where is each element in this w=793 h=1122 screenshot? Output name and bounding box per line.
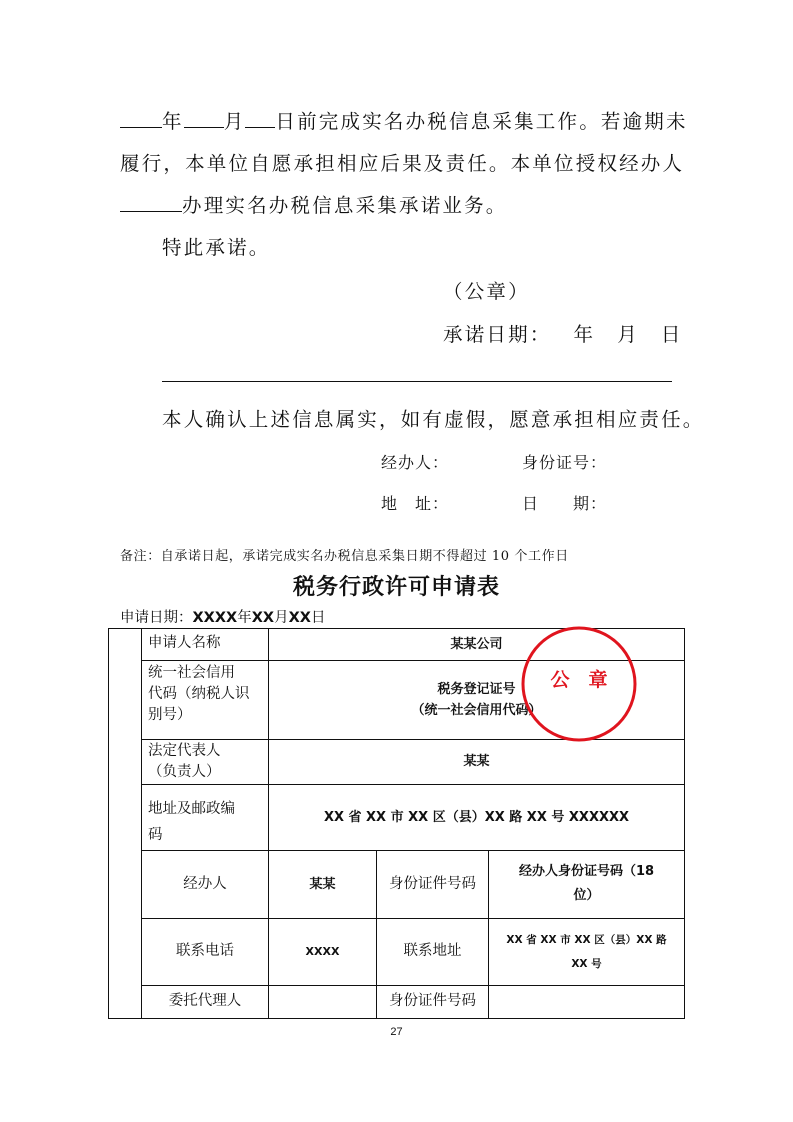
application-date xyxy=(120,606,325,627)
agent-value: 某某 xyxy=(309,876,336,892)
credit-code-value-line: 税务登记证号 xyxy=(437,681,516,697)
confirm-agent-label: 经办人： xyxy=(381,453,450,472)
agent-id-label: 身份证件号码 xyxy=(389,875,476,892)
contact-address-value xyxy=(489,918,684,985)
proxy-label: 委托代理人 xyxy=(168,993,242,1009)
blank-month xyxy=(184,109,224,128)
text-year: 年 xyxy=(162,110,184,133)
legal-rep-label-line: （负责人） xyxy=(148,764,221,780)
pledge-line-2: 履行，本单位自愿承担相应后果及责任。本单位授权经办人 xyxy=(120,152,685,175)
confirm-date-label: 日 期： xyxy=(522,494,608,513)
text-line1-rest: 日前完成实名办税信息采集工作。若逾期未 xyxy=(275,110,688,133)
credit-code-label-line: 代码（纳税人识 xyxy=(148,686,250,702)
table-border-left xyxy=(108,628,109,1018)
contact-address-value-line: XX 号 xyxy=(571,957,602,970)
confirm-statement: 本人确认上述信息属实，如有虚假，愿意承担相应责任。 xyxy=(162,408,705,431)
phone-label: 联系电话 xyxy=(176,943,234,959)
app-date-year: 年 xyxy=(237,610,252,626)
agent-id-value-line: 位） xyxy=(573,888,600,903)
app-date-xxxx: XXXX xyxy=(192,610,238,626)
legal-rep-value: 某某 xyxy=(463,754,490,769)
pledge-line-4: 特此承诺。 xyxy=(162,236,271,259)
contact-address-value-line: XX 省 XX 市 XX 区（县）XX 路 xyxy=(506,933,667,946)
form-title: 税务行政许可申请表 xyxy=(292,575,500,600)
credit-code-value-line: （统一社会信用代码） xyxy=(411,702,542,718)
note: 备注：自承诺日起，承诺完成实名办税信息采集日期不得超过 10 个工作日 xyxy=(120,549,569,564)
text-month: 月 xyxy=(223,110,246,133)
blank-agent xyxy=(120,193,182,212)
credit-code-label xyxy=(148,663,250,726)
text-line3-rest: 办理实名办税信息采集承诺业务。 xyxy=(182,194,508,217)
legal-rep-label-line: 法定代表人 xyxy=(148,743,221,759)
table-border-right xyxy=(684,628,685,1018)
proxy-id-label: 身份证件号码 xyxy=(389,993,476,1009)
pledge-date-year: 年 xyxy=(573,323,596,346)
address-label xyxy=(148,796,235,848)
blank-day xyxy=(245,109,275,128)
address-label-line: 地址及邮政编 xyxy=(148,801,235,817)
agent-label: 经办人 xyxy=(183,875,227,892)
credit-code-label-line: 统一社会信用 xyxy=(148,665,235,681)
agent-id-value-line: 经办人身份证号码（18 xyxy=(518,864,655,879)
app-date-xx1: XX xyxy=(251,610,275,626)
seal-text: 公 章 xyxy=(550,669,608,691)
pledge-line-1 xyxy=(120,106,688,134)
legal-rep-label xyxy=(148,741,221,783)
contact-address-label: 联系地址 xyxy=(403,943,462,959)
table-border-bottom xyxy=(108,1018,685,1019)
official-seal-stamp xyxy=(520,625,638,743)
phone-value: XXXX xyxy=(305,945,340,958)
confirm-id-label: 身份证号： xyxy=(522,453,608,472)
pledge-date-month: 月 xyxy=(617,323,639,346)
agent-id-value xyxy=(489,850,684,918)
separator-line xyxy=(162,381,672,382)
applicant-name-value: 某某公司 xyxy=(450,636,503,652)
address-label-line: 码 xyxy=(148,827,163,843)
address-value: XX 省 XX 市 XX 区（县）XX 路 XX 号 XXXXXX xyxy=(323,809,630,825)
blank-year xyxy=(120,109,162,128)
app-date-month: 月 xyxy=(274,610,289,626)
pledge-date-day: 日 xyxy=(660,323,683,346)
app-date-day: 日 xyxy=(310,610,326,626)
credit-code-label-line: 别号） xyxy=(148,707,192,723)
applicant-name-label: 申请人名称 xyxy=(148,635,221,651)
pledge-date xyxy=(443,319,683,347)
pledge-date-label: 承诺日期： xyxy=(443,323,552,346)
pledge-line-3 xyxy=(120,190,508,218)
app-date-prefix: 申请日期： xyxy=(120,610,193,626)
page-number: 27 xyxy=(390,1026,403,1038)
app-date-xx2: XX xyxy=(288,610,311,626)
seal-label: （公章） xyxy=(443,280,530,303)
confirm-address-label: 地 址： xyxy=(381,494,450,513)
